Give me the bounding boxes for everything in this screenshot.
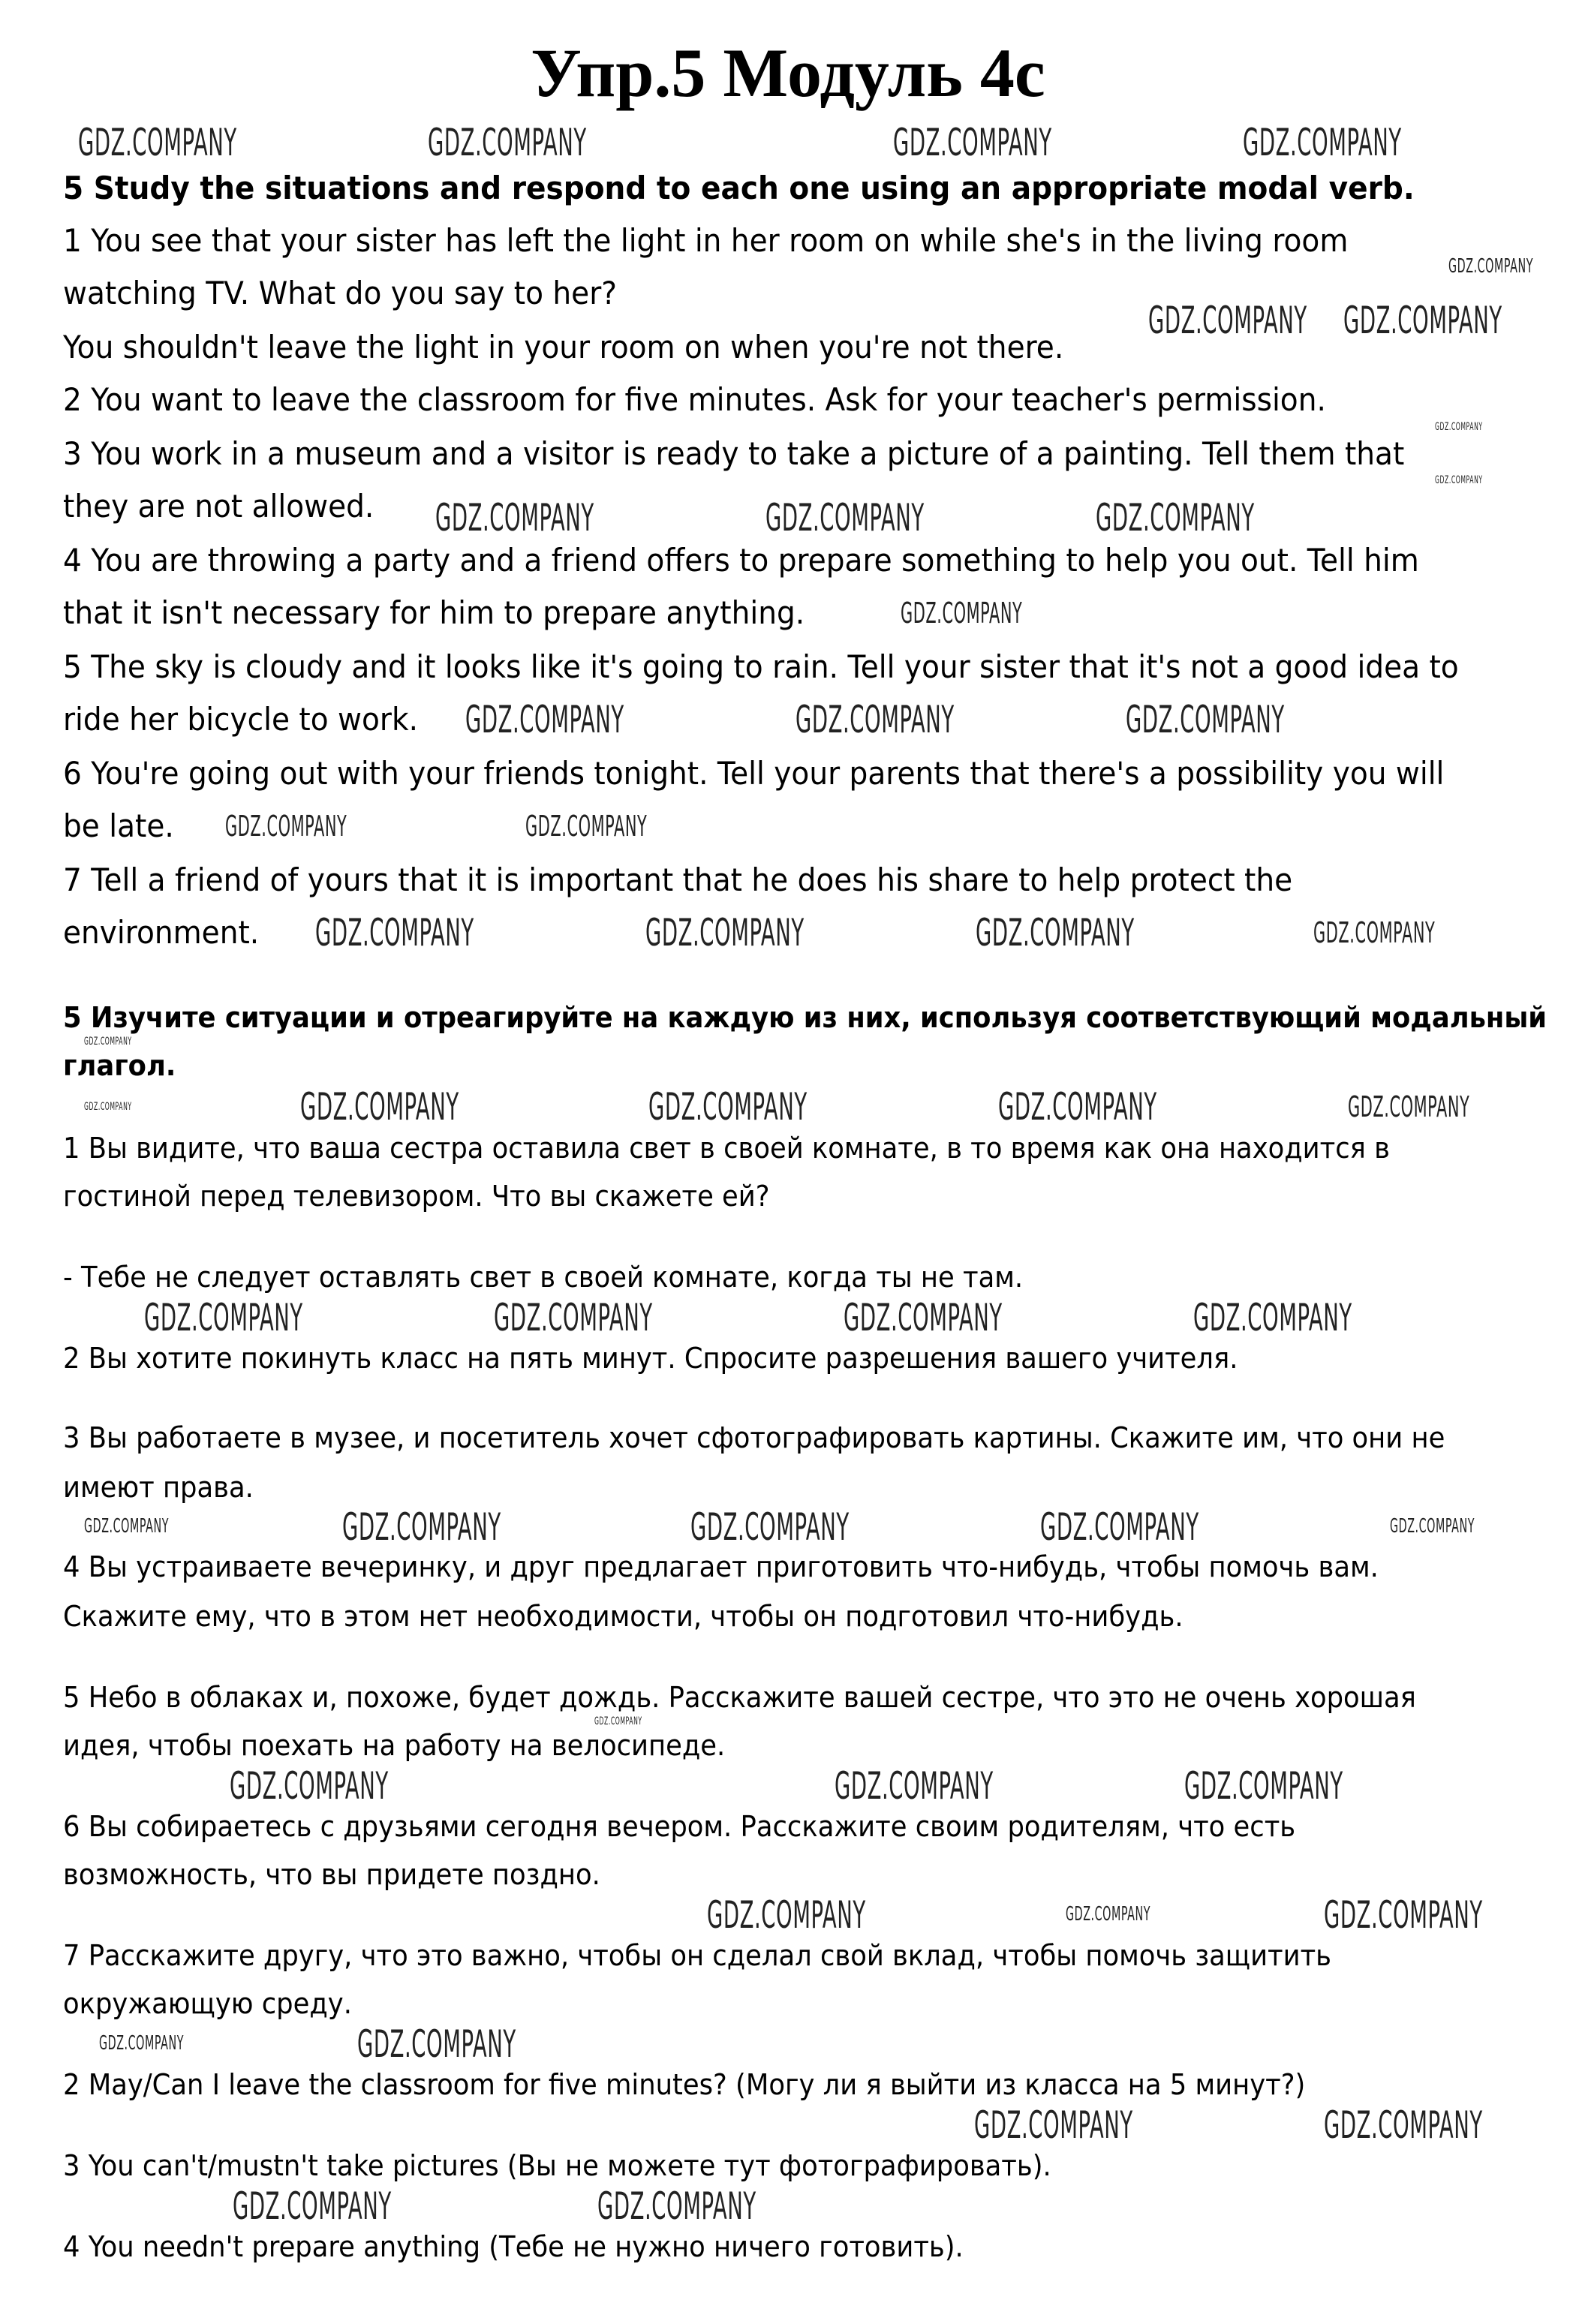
watermark: GDZ.COMPANY — [494, 1295, 653, 1339]
answer-line: 4 You needn't prepare anything (Тебе не нужно ничего готовить). — [63, 2230, 964, 2263]
watermark: GDZ.COMPANY — [84, 1100, 132, 1113]
watermark: GDZ.COMPANY — [1193, 1295, 1352, 1339]
watermark: GDZ.COMPANY — [1184, 1763, 1343, 1808]
text-line: 4 You are throwing a party and a friend offers to prepare something to help you out. Tell him — [63, 542, 1419, 579]
text-line: - Тебе не следует оставлять свет в своей комнате, когда ты не там. — [63, 1261, 1024, 1294]
watermark: GDZ.COMPANY — [1343, 298, 1502, 342]
watermark: GDZ.COMPANY — [99, 2032, 184, 2055]
text-line: 7 Расскажите другу, что это важно, чтобы он сделал свой вклад, чтобы помочь защитить — [63, 1939, 1332, 1972]
text-line: You shouldn't leave the light in your room on when you're not there. — [63, 329, 1064, 365]
watermark: GDZ.COMPANY — [1348, 1090, 1470, 1123]
watermark: GDZ.COMPANY — [465, 697, 624, 741]
text-line: 3 You work in a museum and a visitor is ready to take a picture of a painting. Tell them that — [63, 435, 1405, 472]
watermark: GDZ.COMPANY — [690, 1505, 850, 1549]
watermark: GDZ.COMPANY — [342, 1505, 501, 1549]
watermark: GDZ.COMPANY — [428, 120, 587, 164]
text-line: watching TV. What do you say to her? — [63, 275, 617, 311]
watermark: GDZ.COMPANY — [796, 697, 955, 741]
watermark: GDZ.COMPANY — [974, 2103, 1133, 2147]
watermark: GDZ.COMPANY — [835, 1763, 994, 1808]
watermark: GDZ.COMPANY — [1243, 120, 1402, 164]
watermark: GDZ.COMPANY — [1096, 495, 1255, 540]
text-line: окружающую среду. — [63, 1987, 352, 2020]
text-line: 5 The sky is cloudy and it looks like it's going to rain. Tell your sister that it's not a good idea to — [63, 648, 1459, 685]
text-line: 6 Вы собираетесь с друзьями сегодня вечером. Расскажите своим родителям, что есть — [63, 1810, 1296, 1843]
watermark: GDZ.COMPANY — [1448, 255, 1533, 278]
watermark: GDZ.COMPANY — [225, 809, 347, 843]
watermark: GDZ.COMPANY — [357, 2022, 516, 2066]
watermark: GDZ.COMPANY — [233, 2184, 392, 2228]
watermark: GDZ.COMPANY — [597, 2184, 756, 2228]
watermark: GDZ.COMPANY — [1126, 697, 1285, 741]
answer-line: 3 You can't/mustn't take pictures (Вы не можете тут фотографировать). — [63, 2149, 1051, 2182]
text-line: ride her bicycle to work. — [63, 701, 418, 738]
text-line: 1 You see that your sister has left the light in her room on while she's in the living room — [63, 222, 1349, 259]
text-line: they are not allowed. — [63, 488, 374, 525]
watermark: GDZ.COMPANY — [594, 1715, 642, 1727]
exercise-heading-english: 5 Study the situations and respond to each one using an appropriate modal verb. — [63, 170, 1415, 206]
answer-line: 2 May/Can I leave the classroom for five minutes? (Могу ли я выйти из класса на 5 минут?) — [63, 2068, 1306, 2101]
text-line: гостиной перед телевизором. Что вы скажете ей? — [63, 1180, 770, 1213]
watermark: GDZ.COMPANY — [1313, 915, 1436, 949]
watermark: GDZ.COMPANY — [435, 495, 594, 540]
text-line: 7 Tell a friend of yours that it is important that he does his share to help protect the — [63, 861, 1293, 898]
text-line: 6 You're going out with your friends tonight. Tell your parents that there's a possibility you will — [63, 755, 1445, 792]
text-line: 4 Вы устраиваете вечеринку, и друг предлагает приготовить что-нибудь, чтобы помочь вам. — [63, 1550, 1379, 1583]
watermark: GDZ.COMPANY — [998, 1084, 1157, 1129]
exercise-heading-russian: глагол. — [63, 1049, 176, 1082]
watermark: GDZ.COMPANY — [84, 1035, 132, 1048]
watermark: GDZ.COMPANY — [645, 910, 805, 955]
watermark: GDZ.COMPANY — [1040, 1505, 1199, 1549]
exercise-heading-russian: 5 Изучите ситуации и отреагируйте на каждую из них, используя соответствующий модальный — [63, 1001, 1547, 1034]
watermark: GDZ.COMPANY — [1390, 1515, 1475, 1538]
watermark: GDZ.COMPANY — [1435, 420, 1483, 433]
watermark: GDZ.COMPANY — [648, 1084, 808, 1129]
watermark: GDZ.COMPANY — [84, 1515, 169, 1538]
text-line: 3 Вы работаете в музее, и посетитель хочет сфотографировать картины. Скажите им, что они не — [63, 1421, 1445, 1454]
text-line: 1 Вы видите, что ваша сестра оставила свет в своей комнате, в то время как она находится в — [63, 1132, 1390, 1165]
text-line: Скажите ему, что в этом нет необходимости, чтобы он подготовил что-нибудь. — [63, 1600, 1184, 1633]
watermark: GDZ.COMPANY — [300, 1084, 459, 1129]
watermark: GDZ.COMPANY — [315, 910, 474, 955]
watermark: GDZ.COMPANY — [1435, 474, 1483, 486]
watermark: GDZ.COMPANY — [1324, 2103, 1483, 2147]
text-line: that it isn't necessary for him to prepare anything. — [63, 594, 805, 631]
text-line: 2 You want to leave the classroom for five minutes. Ask for your teacher's permission. — [63, 381, 1326, 418]
text-line: имеют права. — [63, 1471, 254, 1504]
watermark: GDZ.COMPANY — [901, 596, 1023, 630]
text-line: 2 Вы хотите покинуть класс на пять минут. Спросите разрешения вашего учителя. — [63, 1342, 1238, 1375]
watermark: GDZ.COMPANY — [1324, 1893, 1483, 1937]
text-line: be late. — [63, 807, 174, 844]
watermark: GDZ.COMPANY — [844, 1295, 1003, 1339]
watermark: GDZ.COMPANY — [1066, 1903, 1150, 1926]
text-line: идея, чтобы поехать на работу на велосипеде. — [63, 1729, 726, 1762]
watermark: GDZ.COMPANY — [525, 809, 648, 843]
watermark: GDZ.COMPANY — [78, 120, 237, 164]
watermark: GDZ.COMPANY — [893, 120, 1052, 164]
watermark: GDZ.COMPANY — [707, 1893, 866, 1937]
text-line: возможность, что вы придете поздно. — [63, 1858, 600, 1891]
page-title: Упр.5 Модуль 4c — [531, 35, 1045, 111]
watermark: GDZ.COMPANY — [230, 1763, 389, 1808]
watermark: GDZ.COMPANY — [765, 495, 925, 540]
watermark: GDZ.COMPANY — [144, 1295, 303, 1339]
watermark: GDZ.COMPANY — [976, 910, 1135, 955]
watermark: GDZ.COMPANY — [1148, 298, 1307, 342]
text-line: 5 Небо в облаках и, похоже, будет дождь. Расскажите вашей сестре, что это не очень хорошая — [63, 1681, 1416, 1714]
text-line: environment. — [63, 914, 260, 951]
